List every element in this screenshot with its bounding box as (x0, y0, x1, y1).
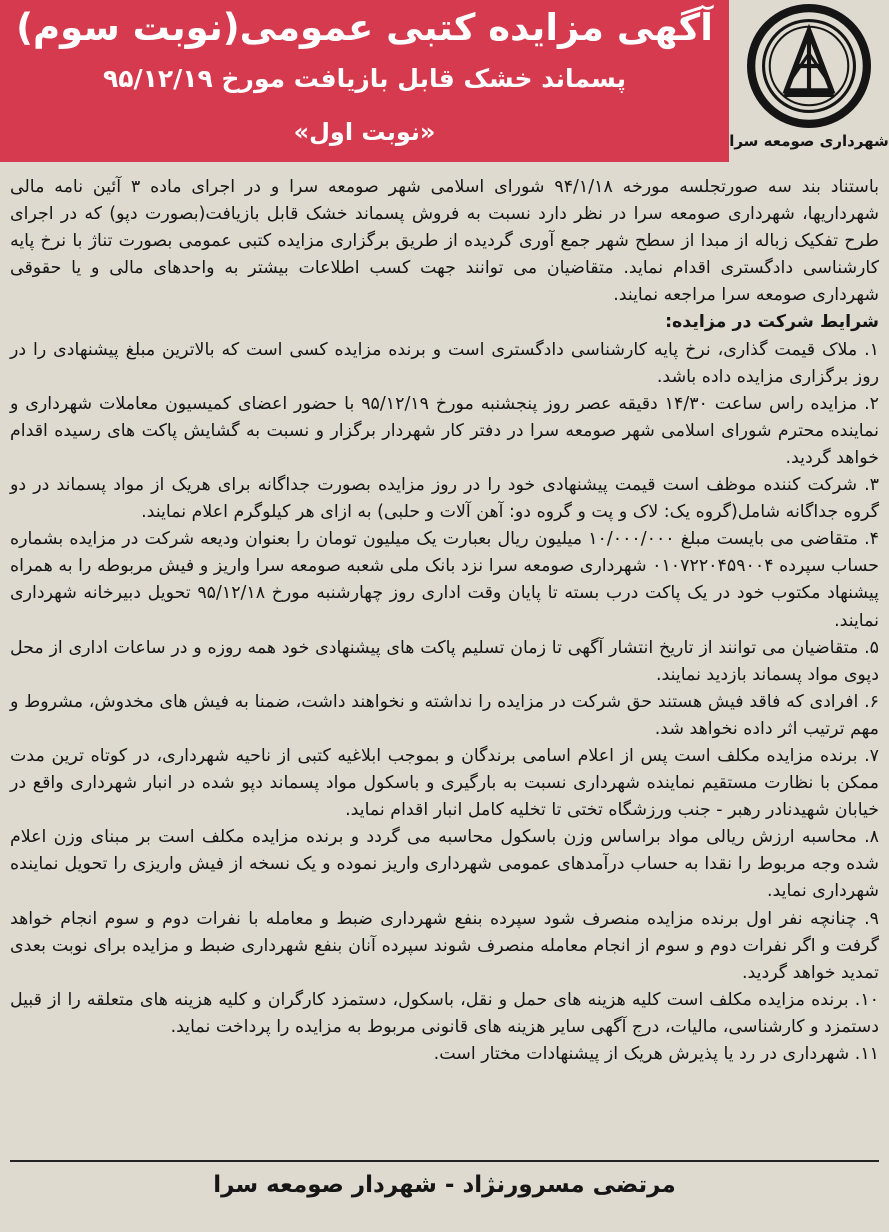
condition-item: ۲. مزایده راس ساعت ۱۴/۳۰ دقیقه عصر روز پنجشنبه مورخ ۹۵/۱۲/۱۹ با حضور اعضای کمیسیون معاملات شهرداری و نماینده محترم شورای اسلامی شهر صومعه سرا در دفتر کار شهردار برگزار و نسبت به گشایش پاکت های رسیده اقدام خواهد گردید. (10, 393, 879, 468)
signature-divider (10, 1160, 879, 1162)
municipality-emblem-icon (747, 4, 871, 128)
logo (729, 0, 889, 162)
condition-item: ۵. متقاضیان می توانند از تاریخ انتشار آگهی تا زمان تسلیم پاکت های پیشنهادی خود همه روزه و در ساعات اداری از محل دپوی مواد پسماند بازدید نمایند. (10, 637, 879, 685)
condition-item: ۱۱. شهرداری در رد یا پذیرش هریک از پیشنهادات مختار است. (433, 1044, 879, 1064)
condition-item: ۳. شرکت کننده موظف است قیمت پیشنهادی خود را در روز مزایده بصورت جداگانه برای هریک از مواد پسماند در دو گروه جداگانه شامل(گروه یک: لاک و پت و گروه دو: آهن آلات و حلبی) به ازای هر کیلوگرم اعلام نمایند. (10, 475, 879, 523)
header-banner (0, 0, 889, 162)
ad-body (10, 174, 879, 1068)
ad-title: آگهی مزایده کتبی عمومی(نوبت سوم) (16, 6, 713, 49)
ad-subtitle: پسماند خشک قابل بازیافت مورخ ۹۵/۱۲/۱۹ (103, 64, 626, 93)
condition-item: ۷. برنده مزایده مکلف است پس از اعلام اسامی برندگان و بموجب ابلاغیه کتبی از ناحیه شهرداری، در کوتاه ترین مدت ممکن با نظارت مستقیم نماینده شهرداری نسبت به بارگیری و باسکول مواد پسماند دپو شده در انبار شهرداری واقع در خیابان شهیدنادر رهبر - جنب ورزشگاه تختی تا تخلیه کامل انبار اقدام نماید. (10, 745, 879, 821)
condition-item: ۱. ملاک قیمت گذاری، نرخ پایه کارشناسی دادگستری است و برنده مزایده کسی است که بالاترین مبلغ پیشنهادی را در روز برگزاری مزایده داده باشد. (10, 339, 879, 387)
signature: مرتضی مسرورنژاد - شهردار صومعه سرا (213, 1172, 676, 1198)
header-titles (0, 0, 729, 162)
condition-item: ۹. چنانچه نفر اول برنده مزایده منصرف شود سپرده بنفع شهرداری ضبط و معامله با نفرات دوم و سوم انجام خواهد گرفت و اگر نفرات دوم و سوم از انجام معامله منصرف شوند سپرده آنان بنفع شهرداری ضبط و مزایده برای نوبت بعدی تمدید خواهد گردید. (10, 908, 879, 983)
conditions-heading: شرایط شرکت در مزایده: (665, 312, 879, 333)
logo-caption: شهرداری صومعه سرا (729, 132, 889, 150)
condition-item: ۱۰. برنده مزایده مکلف است کلیه هزینه های حمل و نقل، باسکول، دستمزد کارگران و کلیه هزینه های متعلقه را از قبیل دستمزد و کارشناسی، مالیات، درج آگهی سایر هزینه های قانونی مربوط به مزایده را پرداخت نماید. (10, 989, 879, 1037)
condition-item: ۶. افرادی که فاقد فیش هستند حق شرکت در مزایده را نداشته و نخواهند داشت، ضمنا به فیش های مخدوش، مشروط و مهم ترتیب اثر داده نخواهد شد. (10, 691, 879, 739)
condition-item: ۸. محاسبه ارزش ریالی مواد براساس وزن باسکول محاسبه می گردد و برنده مزایده مکلف است بر مبنای وزن اعلام شده وجه مربوط را نقدا به حساب درآمدهای عمومی شهرداری واریز نموده و یک نسخه از فیش واریزی را تحویل نماینده شهرداری نماید. (10, 827, 879, 902)
condition-item: ۴. متقاضی می بایست مبلغ ۱۰/۰۰۰/۰۰۰ میلیون ریال بعبارت یک میلیون تومان را بعنوان ودیعه شرکت در مزایده بشماره حساب سپرده ۰۱۰۷۲۲۰۴۵۹۰۰۴ شهرداری صومعه سرا نزد بانک ملی شعبه صومعه سرا واریز و فیش مربوطه را به همراه پیشنهاد مکتوب خود در یک پاکت درب بسته تا پایان وقت اداری روز چهارشنبه مورخ ۹۵/۱۲/۱۸ تحویل دبیرخانه شهرداری نمایند. (10, 529, 879, 631)
intro-paragraph: باستناد بند سه صورتجلسه مورخه ۹۴/۱/۱۸ شورای اسلامی شهر صومعه سرا و در اجرای ماده ۳ آئین نامه مالی شهرداریها، شهرداری صومعه سرا در نظر دارد نسبت به فروش پسماند خشک قابل بازیافت(بصورت دپو) که در اجرای طرح تفکیک زباله از مبدا از سطح شهر جمع آوری گردیده از طریق برگزاری مزایده کتبی عمومی بصورت تناژ با نرخ پایه کارشناسی دادگستری اقدام نماید. متقاضیان می توانند جهت کسب اطلاعات بیشتر به واحدهای مالی و یا حقوقی شهرداری صومعه سرا مراجعه نمایند. (10, 177, 879, 306)
round-label: «نوبت اول» (293, 118, 436, 146)
conditions-list (10, 337, 879, 1069)
